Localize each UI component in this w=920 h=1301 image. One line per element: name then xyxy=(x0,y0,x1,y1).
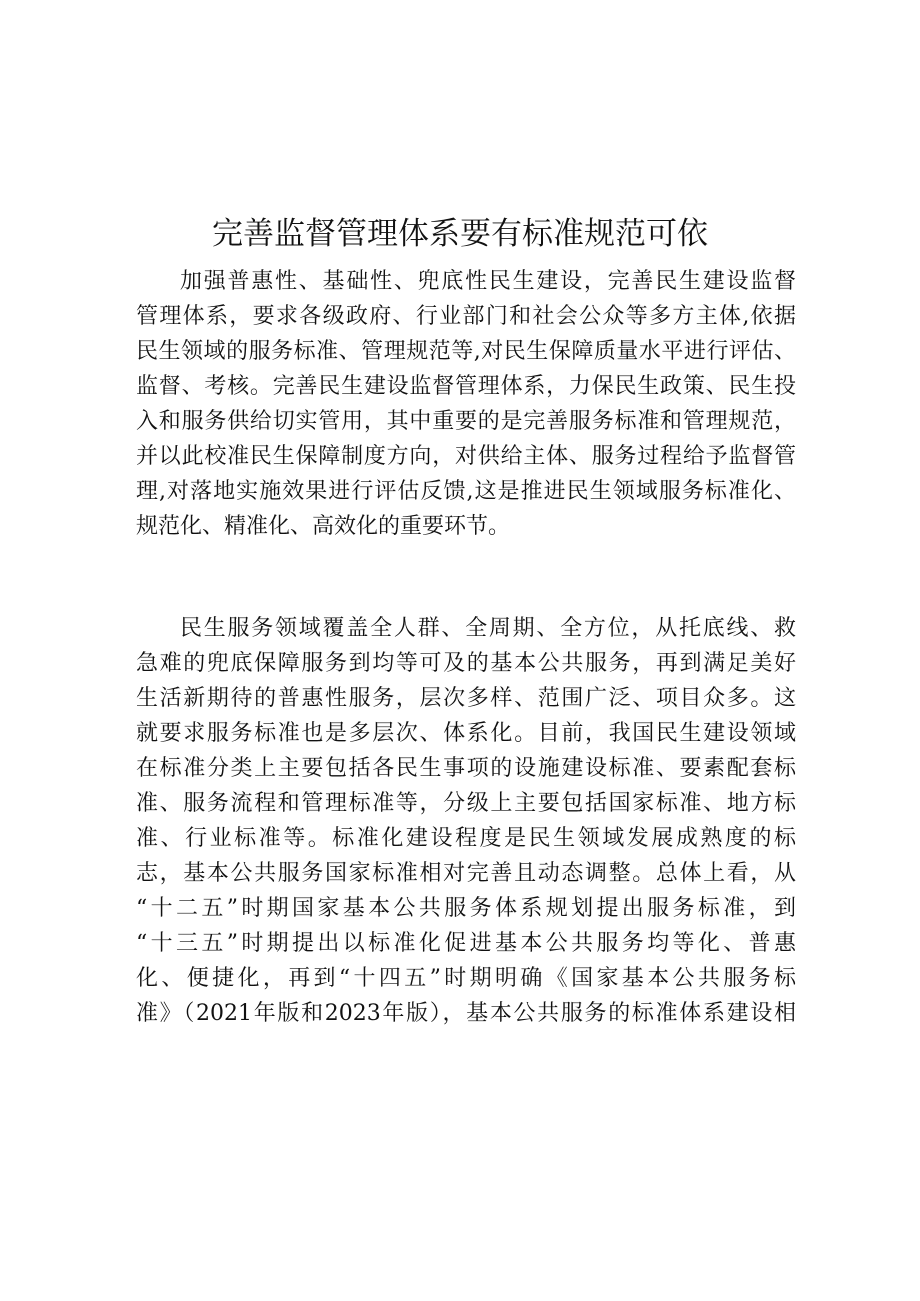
text-line: 入和服务供给切实管用，其中重要的是完善服务标准和管理规范， xyxy=(136,409,796,434)
text-line: 并以此校准民生保障制度方向，对供给主体、服务过程给予监督管 xyxy=(136,444,796,469)
text-line: 管理体系，要求各级政府、行业部门和社会公众等多方主体,依据 xyxy=(136,304,796,329)
text-line: 准、服务流程和管理标准等，分级上主要包括国家标准、地方标 xyxy=(136,791,796,816)
page-title: 完善监督管理体系要有标准规范可依 xyxy=(212,216,708,252)
text-line: 理,对落地实施效果进行评估反馈,这是推进民生领域服务标准化、 xyxy=(136,479,796,504)
text-line: 民生服务领域覆盖全人群、全周期、全方位，从托底线、救 xyxy=(180,616,796,641)
text-line: 民生领域的服务标准、管理规范等,对民生保障质量水平进行评估、 xyxy=(136,339,796,364)
text-line: 规范化、精准化、高效化的重要环节。 xyxy=(136,514,511,539)
text-line: 就要求服务标准也是多层次、体系化。目前，我国民生建设领域 xyxy=(136,721,796,746)
text-line: 准》（2021年版和2023年版），基本公共服务的标准体系建设相 xyxy=(136,1001,796,1026)
paragraph-1 xyxy=(136,264,796,544)
text-line: “十二五”时期国家基本公共服务体系规划提出服务标准，到 xyxy=(136,896,796,921)
text-line: 急难的兜底保障服务到均等可及的基本公共服务，再到满足美好 xyxy=(136,651,796,676)
text-line: 在标准分类上主要包括各民生事项的设施建设标准、要素配套标 xyxy=(136,756,796,781)
text-line: 化、便捷化，再到“十四五”时期明确《国家基本公共服务标 xyxy=(136,966,796,991)
paragraph-2 xyxy=(136,611,796,1031)
text-line: 加强普惠性、基础性、兜底性民生建设，完善民生建设监督 xyxy=(180,269,796,294)
text-line: 准、行业标准等。标准化建设程度是民生领域发展成熟度的标 xyxy=(136,826,796,851)
text-line: “十三五”时期提出以标准化促进基本公共服务均等化、普惠 xyxy=(136,931,796,956)
text-line: 志，基本公共服务国家标准相对完善且动态调整。总体上看，从 xyxy=(136,861,796,886)
text-line: 监督、考核。完善民生建设监督管理体系，力保民生政策、民生投 xyxy=(136,374,796,399)
text-line: 生活新期待的普惠性服务，层次多样、范围广泛、项目众多。这 xyxy=(136,686,796,711)
